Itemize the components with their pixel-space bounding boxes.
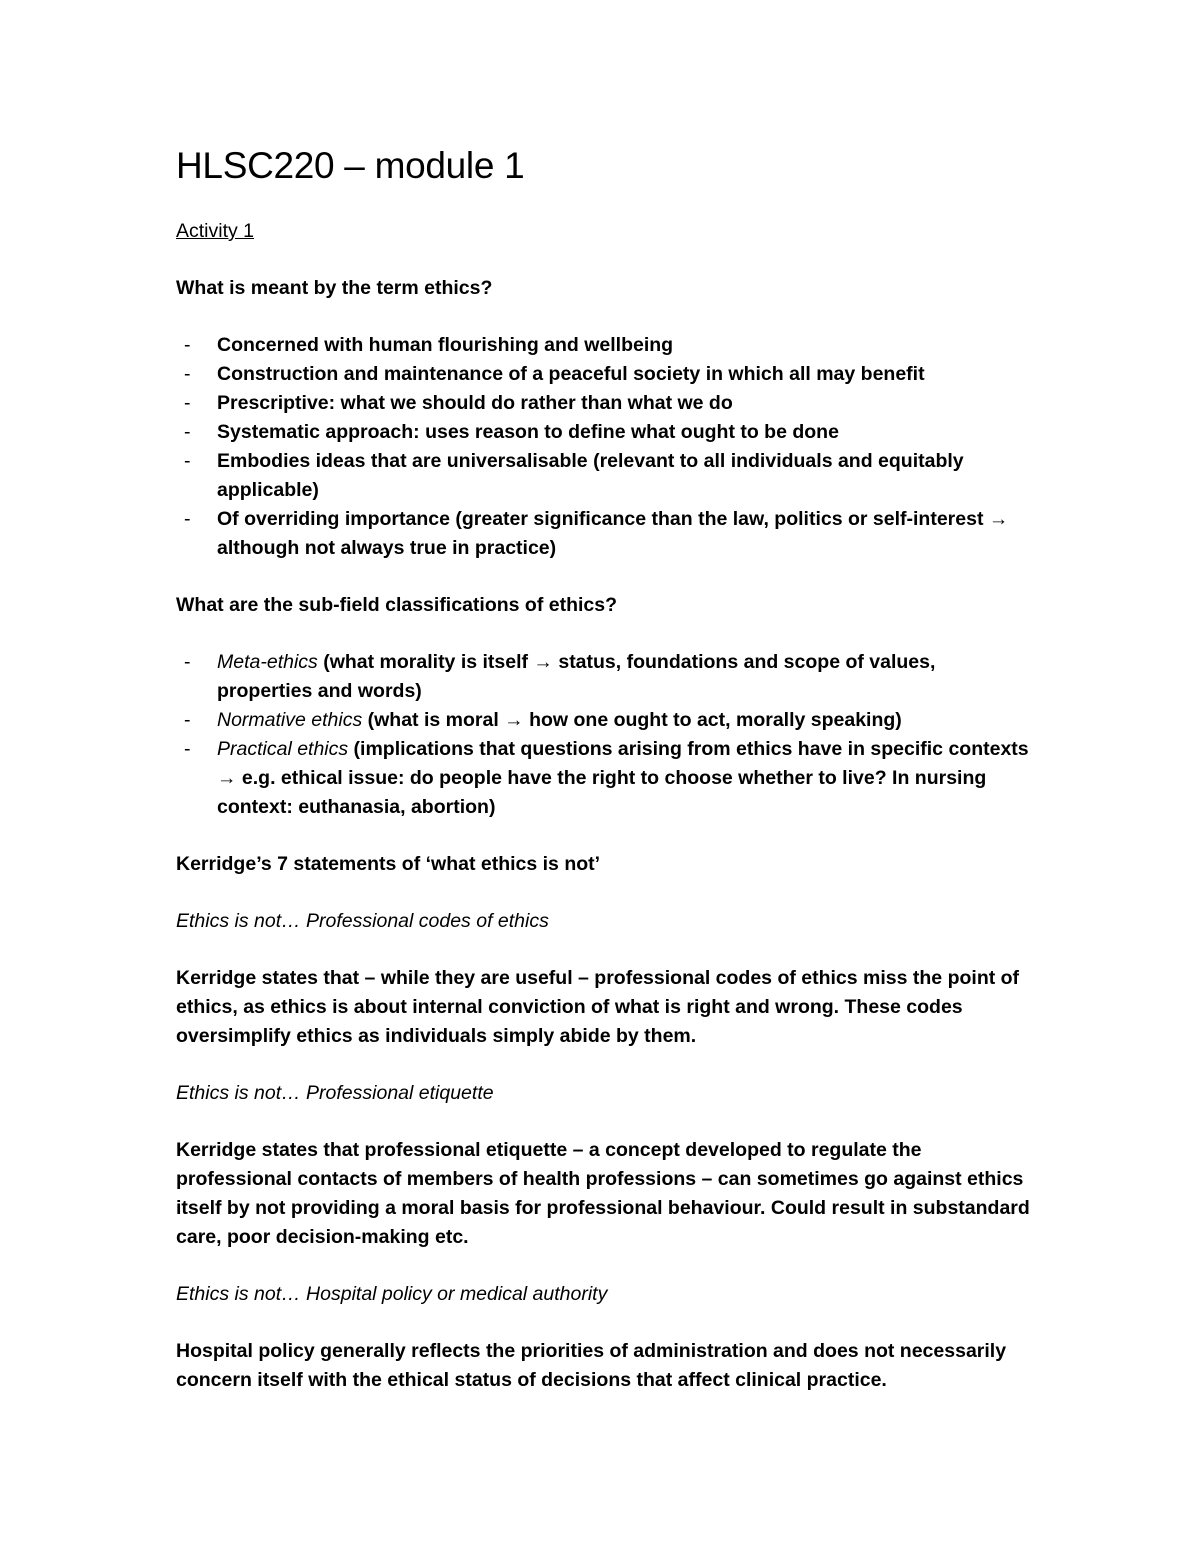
bullet-dash: - [184, 334, 191, 356]
bullet-dash: - [184, 651, 191, 673]
bullet-dash: - [184, 363, 191, 385]
subfield-description: (what morality is itself → status, foundations and scope of values, properties and words) [217, 651, 936, 702]
bullet-dash: - [184, 392, 191, 414]
list-item [176, 706, 1036, 735]
list-item: - Of overriding importance (greater significance than the law, politics or self-interest → although not always true in practice) [176, 505, 1036, 563]
statement-text: Hospital policy generally reflects the priorities of administration and does not necessarily concern itself with the ethical status of decisions that affect clinical practice. [176, 1340, 1007, 1391]
activity-label: Activity 1 [176, 220, 255, 242]
list-item: - Construction and maintenance of a peaceful society in which all may benefit [176, 360, 1036, 389]
list-item [176, 648, 1036, 706]
ethics-meaning-list [176, 331, 1036, 563]
subfield-description: (what is moral → how one ought to act, morally speaking) [362, 709, 902, 731]
statement-title: Ethics is not… Hospital policy or medical authority [176, 1283, 608, 1305]
section-heading-kerridge: Kerridge’s 7 statements of ‘what ethics is not’ [176, 853, 601, 875]
statement-text: Kerridge states that professional etiquette – a concept developed to regulate the professional contacts of members of health professions – can sometimes go against ethics itself by not providing a moral basis for professional behaviour. Could result in substandard care, poor decision-making etc. [176, 1139, 1030, 1248]
document-page [176, 140, 1036, 1395]
bullet-dash: - [184, 508, 191, 530]
statement-title: Ethics is not… Professional codes of ethics [176, 910, 549, 932]
list-item: - Concerned with human flourishing and wellbeing [176, 331, 1036, 360]
subfields-list [176, 648, 1036, 822]
subfield-term: Practical ethics [217, 738, 349, 760]
bullet-dash: - [184, 450, 191, 472]
document-title: HLSC220 – module 1 [176, 145, 525, 186]
subfield-term: Meta-ethics [217, 651, 318, 673]
list-item: - Systematic approach: uses reason to define what ought to be done [176, 418, 1036, 447]
statement-text: Kerridge states that – while they are useful – professional codes of ethics miss the point of ethics, as ethics is about internal conviction of what is right and wrong. These codes oversimplify ethics as individuals simply abide by them. [176, 967, 1020, 1047]
list-item [176, 735, 1036, 822]
section-heading-subfields: What are the sub-field classifications of ethics? [176, 594, 618, 616]
list-item: - Prescriptive: what we should do rather than what we do [176, 389, 1036, 418]
subfield-description: (implications that questions arising from ethics have in specific contexts → e.g. ethical issue: do people have the right to choose whether to live? In nursing context: euthanasia, abortion) [217, 738, 1029, 818]
subfield-term: Normative ethics [217, 709, 363, 731]
bullet-dash: - [184, 738, 191, 760]
bullet-dash: - [184, 421, 191, 443]
statement-title: Ethics is not… Professional etiquette [176, 1082, 494, 1104]
section-heading-ethics-meaning: What is meant by the term ethics? [176, 277, 493, 299]
bullet-dash: - [184, 709, 191, 731]
list-item: - Embodies ideas that are universalisable (relevant to all individuals and equitably applicable) [176, 447, 1036, 505]
